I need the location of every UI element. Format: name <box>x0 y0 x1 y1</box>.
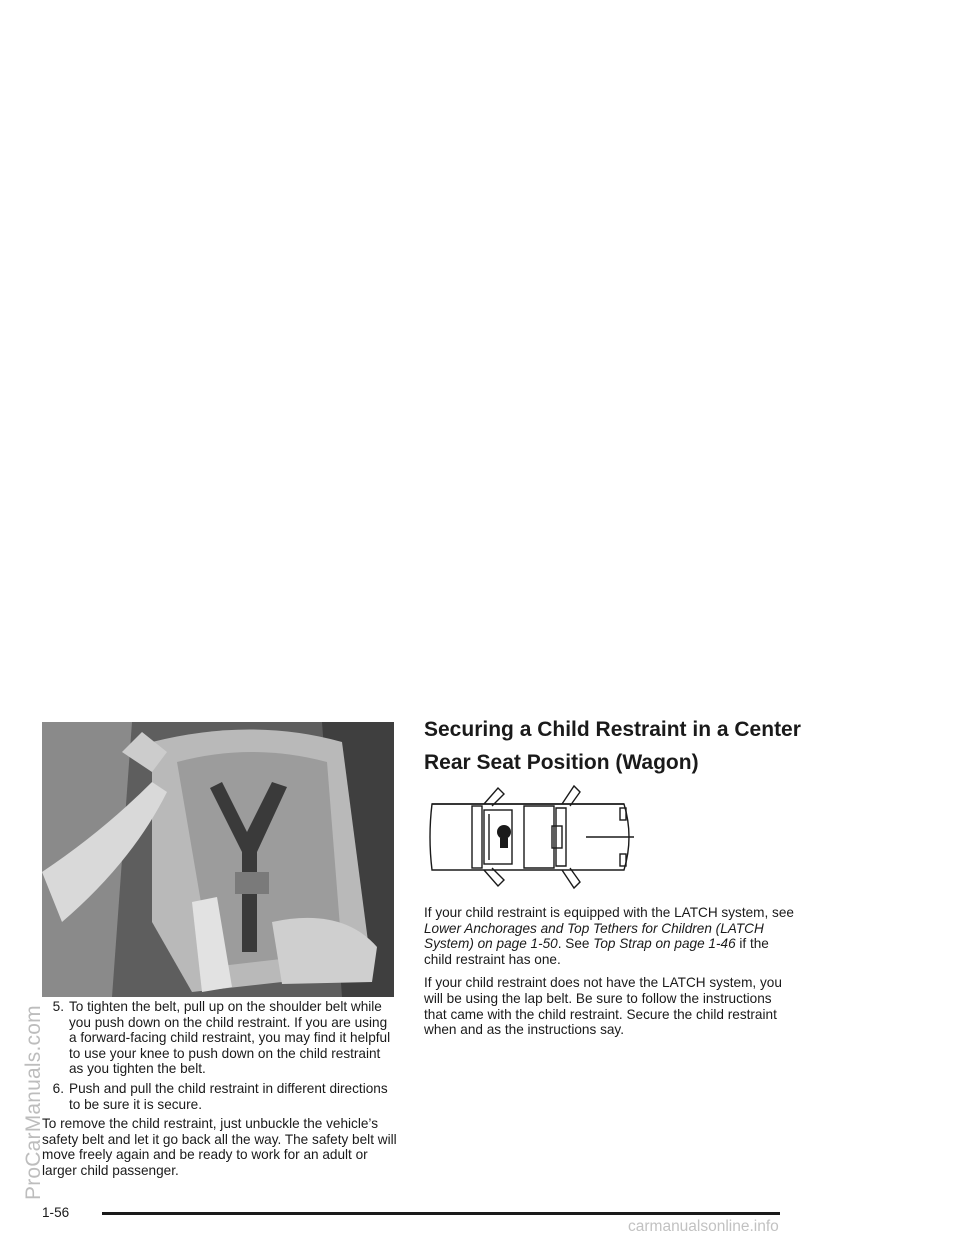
footer-url: carmanualsonline.info <box>628 1218 779 1235</box>
section-heading: Securing a Child Restraint in a Center Rear Seat Position (Wagon) <box>424 718 801 774</box>
step-number: 5. <box>52 999 64 1014</box>
side-watermark: ProCarManuals.com <box>22 1005 45 1200</box>
step-text: To tighten the belt, pull up on the shoulder belt while you push down on the child restraint. If you are using a forward-facing child restraint, you may find it helpful to use your knee to push down on the child restraint as you tighten the belt. <box>69 999 391 1077</box>
footer-rule <box>102 1212 780 1215</box>
wagon-top-view-diagram <box>424 782 640 892</box>
page-number: 1-56 <box>42 1205 70 1220</box>
latch-reference-link[interactable]: Lower Anchorages and Top Tethers for Children (LATCH System) on page 1-50 <box>424 920 764 952</box>
step-number: 6. <box>52 1080 64 1096</box>
latch-paragraph: If your child restraint is equipped with the LATCH system, see Lower Anchorages and Top Tethers for Children (LATCH System) on page 1-50. See Top Strap on page 1-46 if the child restraint has one. <box>424 905 794 967</box>
step-item <box>42 999 398 1077</box>
vehicle-seat-diagram <box>424 782 640 892</box>
step-text: Push and pull the child restraint in different directions to be sure it is secure. <box>69 1080 388 1112</box>
remove-restraint-paragraph: To remove the child restraint, just unbuckle the vehicle’s safety belt and let it go back all the way. The safety belt will move freely again and be ready to work for an adult or larger child passenger. <box>42 1116 397 1178</box>
step-item <box>42 1081 398 1112</box>
child-seat-photo <box>42 722 394 997</box>
child-seat-illustration <box>42 722 394 997</box>
lap-belt-paragraph: If your child restraint does not have the LATCH system, you will be using the lap belt. Be sure to follow the instructions that came with the child restraint. Secure the child restraint when and as the instructions say. <box>424 975 782 1038</box>
right-column-text <box>424 905 794 1046</box>
left-column-text <box>42 999 398 1179</box>
top-strap-reference-link[interactable]: Top Strap on page 1-46 <box>593 936 736 952</box>
